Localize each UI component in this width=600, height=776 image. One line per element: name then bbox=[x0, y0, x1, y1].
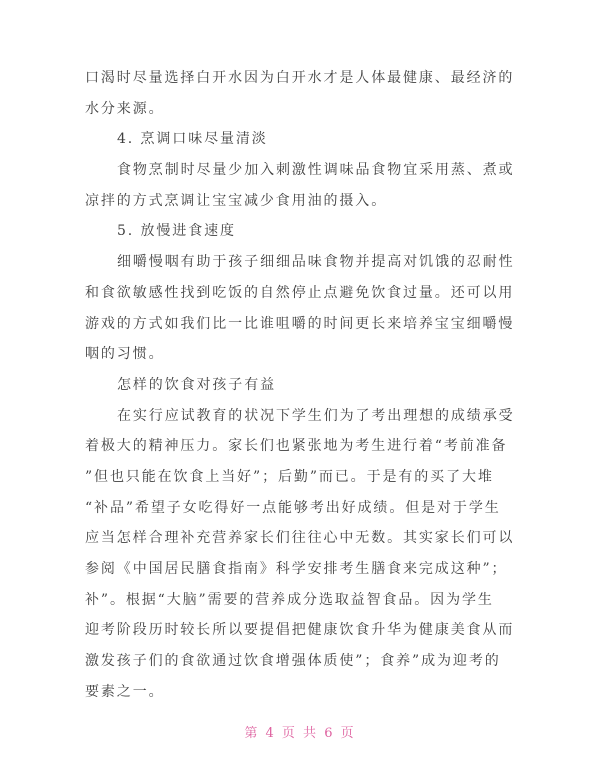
text-line: 水分来源。 bbox=[85, 100, 165, 117]
text-line: 细嚼慢咽有助于孩子细细品味食物并提高对饥饿的忍耐性 bbox=[117, 254, 515, 271]
text-line: 口渴时尽量选择白开水因为白开水才是人体最健康、最经济的 bbox=[85, 70, 515, 86]
text-line: 5. 放慢进食速度 bbox=[117, 223, 236, 240]
text-line: 4. 烹调口味尽量清淡 bbox=[117, 131, 268, 148]
text-line: “补品”希望子女吃得好一点能够考出好成绩。但是对于学生 bbox=[85, 499, 501, 516]
text-line: 在实行应试教育的状况下学生们为了考出理想的成绩承受 bbox=[117, 407, 515, 424]
text-line: 咽的习惯。 bbox=[85, 346, 165, 363]
text-line: 怎样的饮食对孩子有益 bbox=[117, 376, 276, 393]
text-line: ”但也只能在饮食上当好”；后勤”而已。于是有的买了大堆 bbox=[85, 468, 494, 485]
document-body bbox=[85, 63, 521, 707]
text-line: 应当怎样合理补充营养家长们往往心中无数。其实家长们可以 bbox=[85, 530, 515, 547]
text-line: 和食欲敏感性找到吃饭的自然停止点避免饮食过量。还可以用 bbox=[85, 284, 515, 301]
text-line: 补”。根据“大脑”需要的营养成分选取益智食品。因为学生 bbox=[85, 591, 494, 608]
text-line: 游戏的方式如我们比一比谁咀嚼的时间更长来培养宝宝细嚼慢 bbox=[85, 315, 515, 332]
text-line: 食物烹制时尽量少加入刺激性调味品食物宜采用蒸、煮或 bbox=[117, 162, 515, 179]
text-line: 着极大的精神压力。家长们也紧张地为考生进行着“考前准备 bbox=[85, 438, 508, 455]
text-line: 迎考阶段历时较长所以要提倡把健康饮食升华为健康美食从而 bbox=[85, 622, 515, 639]
page-number-text: 第 4 页 共 6 页 bbox=[244, 726, 356, 741]
text-line: 参阅《中国居民膳食指南》科学安排考生膳食来完成这种”； bbox=[85, 561, 508, 577]
text-line: 激发孩子们的食欲通过饮食增强体质使”；食养”成为迎考的 bbox=[85, 653, 501, 670]
text-line: 要素之一。 bbox=[85, 683, 165, 700]
page-footer bbox=[0, 722, 600, 741]
text-line: 凉拌的方式烹调让宝宝减少食用油的摄入。 bbox=[85, 192, 388, 209]
